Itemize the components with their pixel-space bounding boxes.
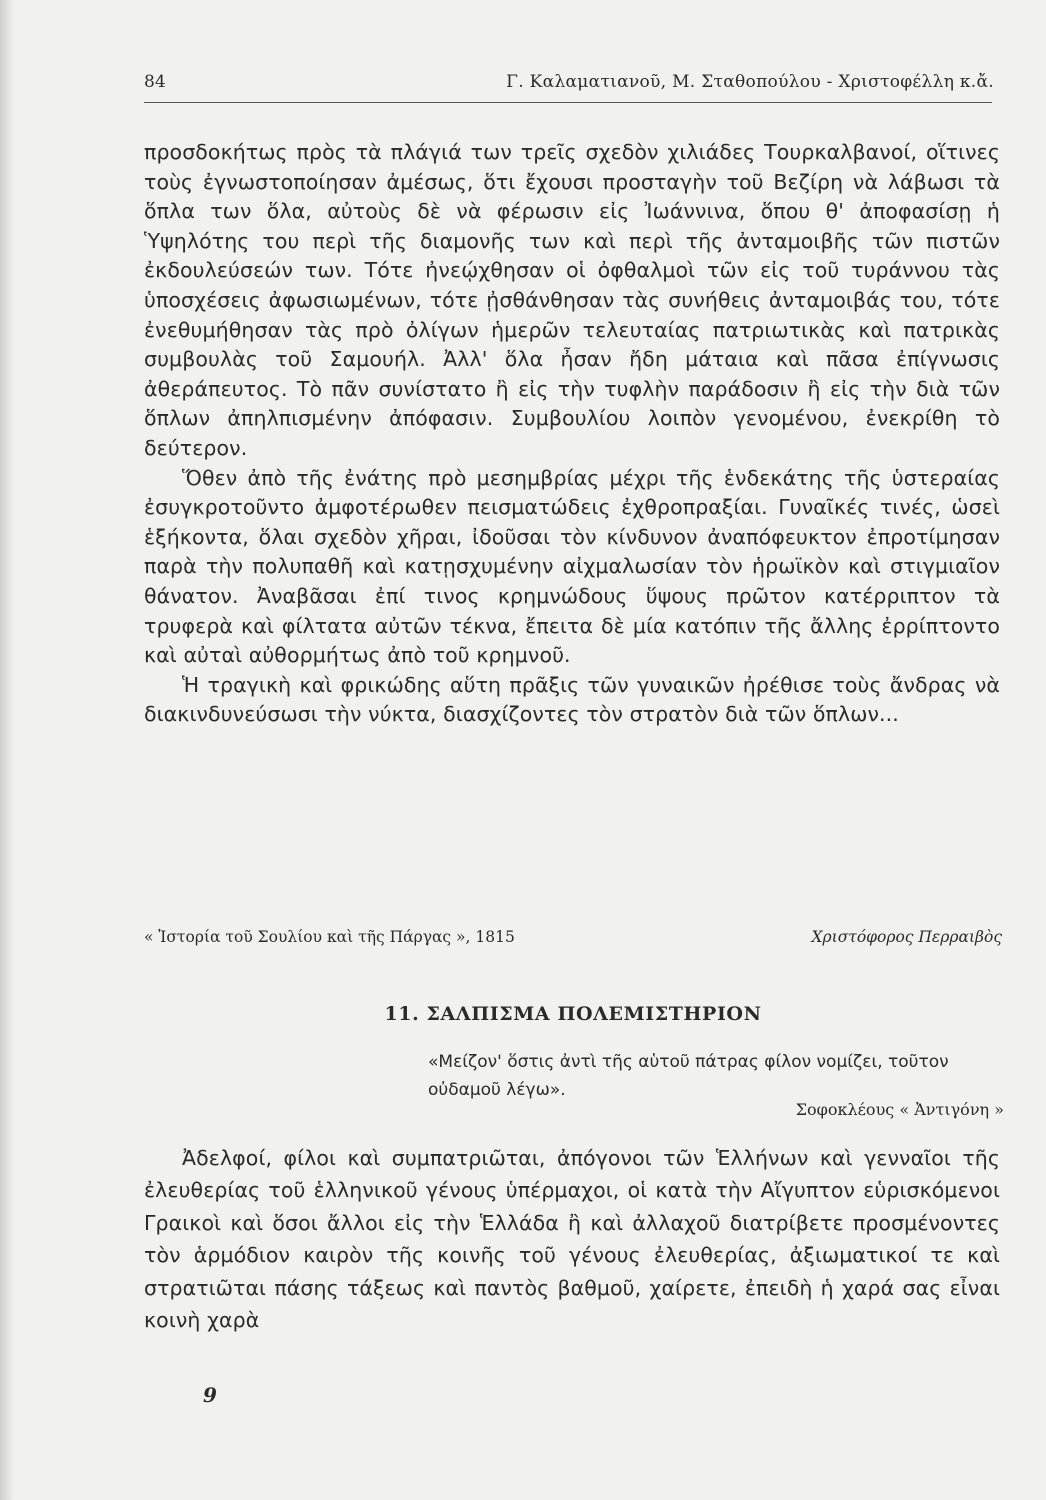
citation bbox=[144, 928, 1002, 954]
epigraph: «Μείζον' ὅστις ἀντὶ τῆς αὑτοῦ πάτρας φίλον νομίζει, τοῦτον οὐδαμοῦ λέγω». bbox=[428, 1052, 949, 1100]
citation-source: « Ἱστορία τοῦ Σουλίου καὶ τῆς Πάργας », 1815 bbox=[144, 928, 515, 946]
header-rule bbox=[144, 102, 992, 103]
passage-paragraph: Ἡ τραγικὴ καὶ φρικώδης αὕτη πρᾶξις τῶν γυναικῶν ἠρέθισε τοὺς ἄνδρας νὰ διακινδυνεύσωσι τὴν νύκτα, διασχίζοντες τὸν στρατὸν διὰ τῶν ὅπλων... bbox=[144, 672, 1000, 727]
section-paragraph: Ἀδελφοί, φίλοι καὶ συμπατριῶται, ἀπόγονοι τῶν Ἑλλήνων καὶ γενναῖοι τῆς ἐλευθερίας τοῦ ἑλληνικοῦ γένους ὑπέρμαχοι, οἱ κατὰ τὴν Αἴγυπτον εὑρισκόμενοι Γραικοὶ καὶ ὅσοι ἄλλοι εἰς τὴν Ἑλλάδα ἢ καὶ ἀλλαχοῦ διατρίβετε προσμένοντες τὸν ἁρμόδιον καιρὸν τῆς κοινῆς τοῦ γένους ἐλευθερίας, ἀξιωματικοί τε καὶ στρατιῶται πάσης τάξεως καὶ παντὸς βαθμοῦ, χαίρετε, ἐπειδὴ ἡ χαρά σας εἶναι κοινὴ χαρὰ bbox=[144, 1146, 1000, 1333]
passage-text bbox=[144, 138, 1000, 730]
passage-paragraph: προσδοκήτως πρὸς τὰ πλάγιά των τρεῖς σχεδὸν χιλιάδες Τουρκαλβανοί, οἵτινες τοὺς ἐγνωστοποίησαν ἀμέσως, ὅτι ἔχουσι προσταγὴν τοῦ Βεζίρη νὰ λάβωσι τὰ ὅπλα των ὅλα, αὐτοὺς δὲ νὰ φέρωσιν εἰς Ἰωάννινα, ὅπου θ' ἀποφασίσῃ ἡ Ὑψηλότης του περὶ τῆς διαμονῆς των καὶ περὶ τῆς ἀνταμοιβῆς τῶν πιστῶν ἐκδουλεύσεών των. Τότε ἠνεῴχθησαν οἱ ὀφθαλμοὶ τῶν εἰς τοῦ τυράννου τὰς ὑποσχέσεις ἀφωσιωμένων, τότε ᾐσθάνθησαν τὰς συνήθεις ἀνταμοιβάς του, τότε ἐνεθυμήθησαν τὰς πρὸ ὀλίγων ἡμερῶν τελευταίας πατριωτικὰς καὶ πατρικὰς συμβουλὰς τοῦ Σαμουήλ. Ἀλλ' ὅλα ἦσαν ἤδη μάταια καὶ πᾶσα ἐπίγνωσις ἀθεράπευτος. Τὸ πᾶν συνίστατο ἢ εἰς τὴν τυφλὴν παράδοσιν ἢ εἰς τὴν διὰ τῶν ὅπλων ἀπηλπισμένην ἀπόφασιν. Συμβουλίου λοιπὸν γενομένου, ἐνεκρίθη τὸ δεύτερον. bbox=[144, 140, 1000, 460]
binding-shadow bbox=[0, 0, 14, 1500]
epigraph-source: Σοφοκλέους « Ἀντιγόνη » bbox=[795, 1100, 1004, 1119]
citation-author: Χριστόφορος Περραιβὸς bbox=[811, 928, 1002, 946]
printer-signature-mark: 9 bbox=[203, 1383, 217, 1407]
passage-paragraph: Ὅθεν ἀπὸ τῆς ἐνάτης πρὸ μεσημβρίας μέχρι τῆς ἑνδεκάτης τῆς ὑστεραίας ἐσυγκροτοῦντο ἀμφοτέρωθεν πεισματώδεις ἐχθροπραξίαι. Γυναῖκές τινές, ὡσεὶ ἑξήκοντα, ὅλαι σχεδὸν χῆραι, ἰδοῦσαι τὸν κίνδυνον ἀναπόφευκτον ἐπροτίμησαν παρὰ τὴν πολυπαθῆ καὶ κατῃσχυμένην αἰχμαλωσίαν τὸν ἡρωϊκὸν καὶ στιγμιαῖον θάνατον. Ἀναβᾶσαι ἐπί τινος κρημνώδους ὕψους πρῶτον κατέρριπτον τὰ τρυφερὰ καὶ φίλτατα αὐτῶν τέκνα, ἔπειτα δὲ μία κατόπιν τῆς ἄλλης ἐρρίπτοντο καὶ αὐταὶ αὐθορμήτως ἀπὸ τοῦ κρημνοῦ. bbox=[144, 465, 1000, 668]
running-head: Γ. Καλαματιανοῦ, Μ. Σταθοπούλου - Χριστοφέλλη κ.ἄ. bbox=[506, 72, 994, 92]
section-text bbox=[144, 1142, 1000, 1336]
page-number: 84 bbox=[144, 72, 166, 92]
section-heading: 11. ΣΑΛΠΙΣΜΑ ΠΟΛΕΜΙΣΤΗΡΙΟΝ bbox=[384, 1003, 762, 1025]
page-header bbox=[144, 72, 994, 102]
